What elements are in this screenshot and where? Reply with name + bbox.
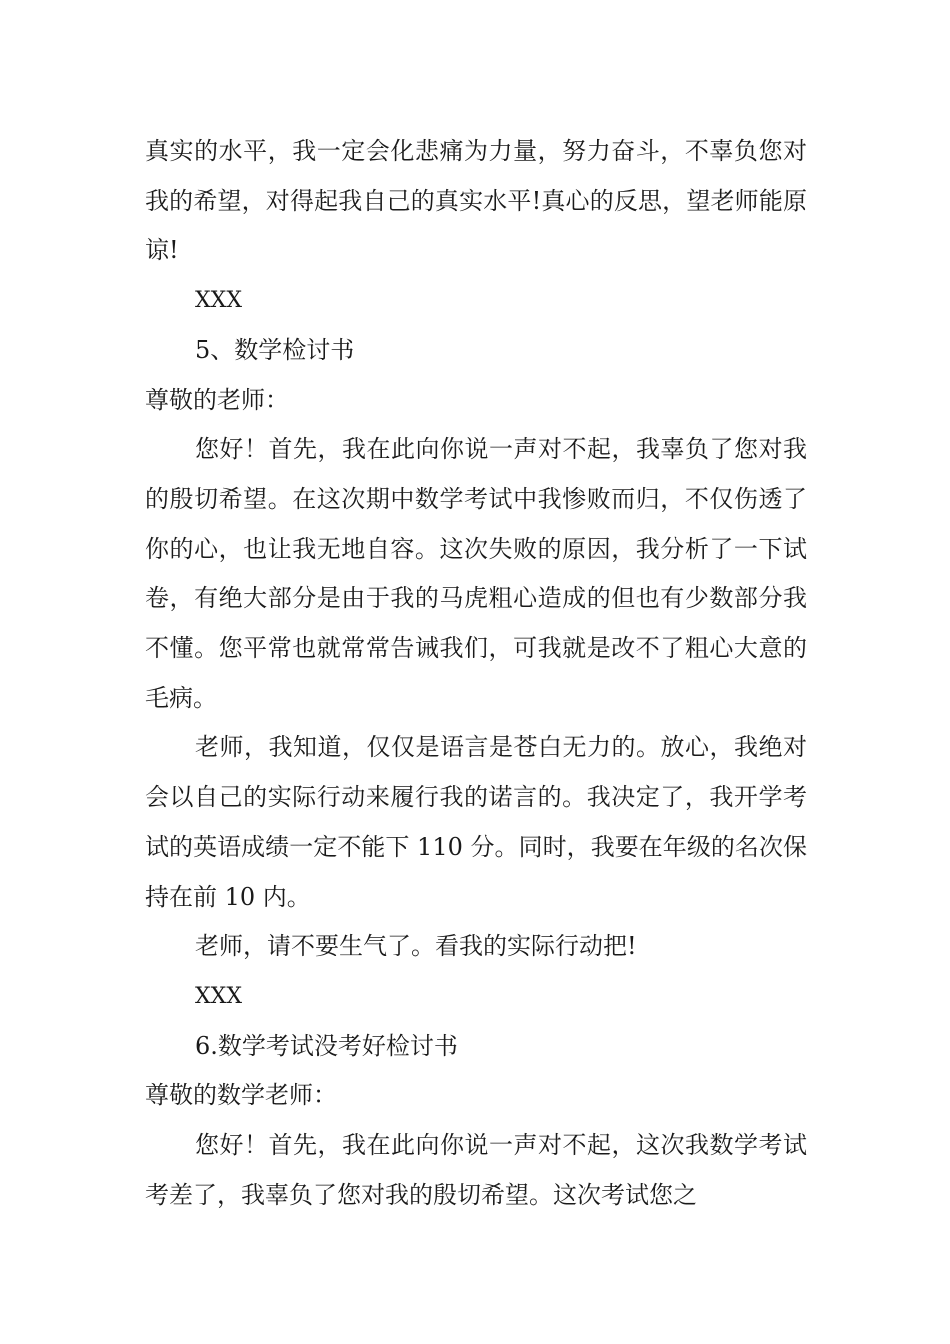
section-heading-6: 6.数学考试没考好检讨书: [195, 1031, 458, 1060]
paragraph: 您好！首先，我在此向你说一声对不起，我辜负了您对我的殷切希望。在这次期中数学考试中我惨败而归，不仅伤透了你的心，也让我无地自容。这次失败的原因，我分析了一下试卷，有绝大部分是由于我的马虎粗心造成的但也有少数部分我不懂。您平常也就常常告诫我们，可我就是改不了粗心大意的毛病。: [145, 435, 807, 712]
paragraph: 老师，我知道，仅仅是语言是苍白无力的。放心，我绝对会以自己的实际行动来履行我的诺言的。我决定了，我开学考试的英语成绩一定不能下 110 分。同时，我要在年级的名次保持在前 10 内。: [145, 733, 807, 911]
salutation: 尊敬的老师：: [145, 385, 289, 414]
salutation: 尊敬的数学老师：: [145, 1081, 337, 1110]
paragraph: 老师，请不要生气了。看我的实际行动把!: [195, 932, 637, 961]
paragraph-continuation: 真实的水平，我一定会化悲痛为力量，努力奋斗，不辜负您对我的希望，对得起我自己的真实水平!真心的反思，望老师能原谅!: [145, 137, 807, 265]
paragraph: 您好！首先，我在此向你说一声对不起，这次我数学考试考差了，我辜负了您对我的殷切希望。这次考试您之: [145, 1131, 807, 1209]
section-heading-5: 5、数学检讨书: [195, 335, 355, 364]
document-body: [145, 127, 807, 1220]
signature: XXX: [195, 983, 242, 1009]
signature: XXX: [195, 288, 242, 314]
